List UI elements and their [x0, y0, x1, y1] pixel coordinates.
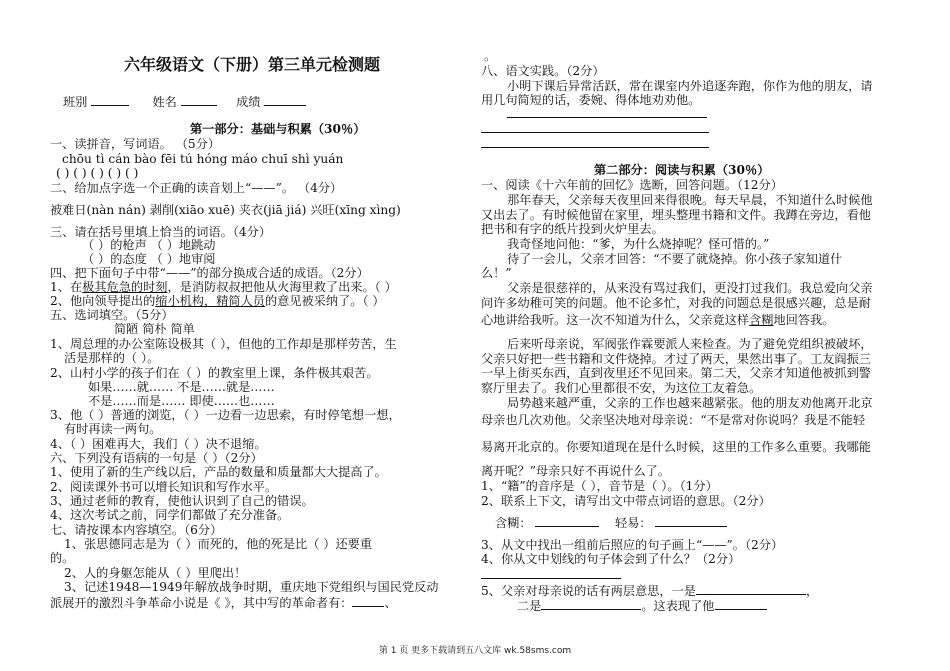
- part2-heading: 第二部分：阅读与积累（30％）: [594, 163, 770, 177]
- section2-title: 二、给加点字选一个正确的读音划上“——”。 （4分）: [50, 181, 343, 195]
- choice-q4[interactable]: 4、（ ）困难再大，我们（ ）决不退缩。: [50, 437, 267, 451]
- passage-p6-l2: 母亲也几次劝他。父亲坚决地对母亲说：“不是常对你说吗？我是不能轻: [481, 413, 866, 427]
- score-field[interactable]: [264, 93, 306, 106]
- hanhu-label: 含糊：: [495, 516, 532, 530]
- idiom-q1-suffix: ，是消防叔叔把他从火海里救了出来。（ ）: [167, 280, 397, 294]
- section3-title: 三、请在括号里填上恰当的词语。（4分）: [50, 225, 272, 239]
- passage-p5-l1: 后来听母亲说，军阀张作霖要派人来检查。为了避免党组织被破坏，: [507, 337, 873, 351]
- reading-q5-line2: [517, 597, 767, 614]
- passage-p3-l2: 么！”: [481, 266, 512, 280]
- answer-boxes[interactable]: ( ) ( ) ( ) ( ) ( ): [56, 166, 139, 180]
- stray-period: 。: [484, 49, 497, 63]
- section7-title: 七、请按课本内容填空。（6分）: [50, 523, 223, 537]
- section6-title: 六、下列没有语病的一句是（ ）（2分）: [50, 451, 263, 465]
- reading-q4: 4、你从文中划线的句子体会到了什么？（2分）: [481, 552, 741, 566]
- conjunction-pair-2: 不是……而是…… 即使……也……: [88, 394, 275, 408]
- section5-title: 五、选词填空。（5分）: [50, 308, 174, 322]
- q4-answer-line[interactable]: [481, 578, 621, 579]
- recall-q3-blank[interactable]: [352, 594, 384, 607]
- reading-q1[interactable]: 1、“籍”的音序是（ ），音节是（ ）。（1分）: [481, 479, 718, 493]
- reading-title: 一、阅读《十六年前的回忆》选断，回答问题。（12分）: [481, 178, 783, 192]
- passage-p4-text: 心地讲给我听。这一次不知道为什么，父亲竟这样: [481, 313, 750, 327]
- score-label: 成绩: [236, 95, 261, 109]
- name-field[interactable]: [181, 93, 217, 106]
- passage-p6-l3: 易离开北京的。你要知道现在是什么时候，这里的工作多么重要。我哪能: [481, 440, 871, 454]
- part1-heading: 第一部分：基础与积累（30％）: [190, 122, 366, 136]
- choice-q3-line1[interactable]: 3、他（ ）普通的浏览，（ ）一边看一边思索，有时停笔想一想，: [50, 408, 401, 422]
- name-label: 姓名: [152, 95, 177, 109]
- idiom-q1-underlined: 极其危急的时刻: [82, 280, 168, 294]
- idiom-question-1: [50, 280, 397, 295]
- passage-p6-l1: 局势越来越严重，父亲的工作也越来越紧张。他的朋友劝他离开北京: [507, 396, 873, 410]
- conjunction-pair-1: 如果……就…… 不是……就是……: [88, 380, 275, 394]
- reading-q3: 3、从文中找出一组前后照应的句子画上“——”。（2分）: [481, 538, 784, 552]
- passage-p1-l1: 那年春天，父亲每天夜里回来得很晚。每天早晨，不知道什么时候他: [507, 193, 873, 207]
- q5-second-label: 二是: [517, 599, 542, 613]
- recall-q1-line1[interactable]: 1、张思德同志是为（ ）而死的，他的死是比（ ）还要重: [64, 537, 373, 551]
- hanhu-blank[interactable]: [535, 514, 599, 527]
- choice-q3-line2: 有时再读一两句。: [64, 422, 162, 436]
- qingyi-blank[interactable]: [655, 514, 727, 527]
- fill-line-2[interactable]: （ ）的态度 （ ）地审阅: [82, 252, 216, 266]
- choice-q1-line2[interactable]: 活是那样的（ ）。: [64, 351, 160, 365]
- student-info: [63, 93, 306, 110]
- class-field[interactable]: [91, 93, 129, 106]
- recall-q3-text: 派展开的激烈斗争革命小说是《 》，其中写的革命者有：: [50, 596, 353, 610]
- passage-p4-l1: 父亲是很慈祥的，从来没有骂过我们，更没打过我们。我总爱向父亲: [507, 281, 873, 295]
- section4-title: 四、把下面句子中带“——”的部分换成合适的成语。（2分）: [50, 266, 369, 280]
- practice-prompt-line1: 小明下课后异常活跃，常在课室内外追逐奔跑，你作为他的朋友，请: [507, 79, 873, 93]
- idiom-question-2: [50, 294, 385, 309]
- passage-p4-l2: 问许多幼稚可笑的问题。他不论多忙，对我的问题总是很感兴趣，总是耐: [481, 296, 871, 310]
- passage-p1-l3: 把书和有字的纸片投到火炉里去。: [481, 222, 664, 236]
- q5-conclusion: 。这表现了他: [641, 599, 715, 613]
- passage-p5-l4: 察厅里去了。我们心里都很不安，为这位工友着急。: [481, 381, 762, 395]
- idiom-q2-suffix: 的意见被采纳了。（ ）: [264, 294, 385, 308]
- recall-q3-line1: 3、记述1948—1949年解放战争时期，重庆地下党组织与国民党反动: [64, 580, 439, 594]
- grammar-option-2: 2、阅读课外书可以增长知识和写作水平。: [50, 480, 278, 494]
- recall-q3-line2: 派展开的激烈斗争革命小说是《 》，其中写的革命者有： 、: [50, 596, 397, 610]
- passage-p1-l2: 又出去了。有时候他留在家里，埋头整理书籍和文件。我蹲在旁边，看他: [481, 208, 871, 222]
- grammar-option-3: 3、通过老师的教育，使他认识到了自己的错误。: [50, 494, 314, 508]
- reading-q5-line1: 5、父亲对母亲说的话有两层意思，一是 ，: [481, 584, 819, 598]
- fill-line-1[interactable]: （ ）的枪声 （ ）地跳动: [82, 238, 216, 252]
- grammar-option-4: 4、这次考试之前，同学们都做了充分准备。: [50, 508, 290, 522]
- answer-line-2[interactable]: [481, 132, 709, 133]
- section8-title: 八、语文实践。（2分）: [481, 64, 605, 78]
- passage-p2: 我奇怪地问他：“爹，为什么烧掉呢？怪可惜的。”: [507, 237, 770, 251]
- q5-blank-1[interactable]: [696, 582, 806, 595]
- answer-line-1[interactable]: [507, 117, 707, 118]
- passage-p6-l4: 离开呢？”母亲只好不再说什么了。: [481, 464, 671, 478]
- q5-blank-2[interactable]: [541, 597, 641, 610]
- reading-q2-answers: [495, 514, 727, 531]
- idiom-q1-prefix: 1、在: [50, 280, 83, 294]
- idiom-q2-prefix: 2、他向领导提出的: [50, 294, 156, 308]
- passage-p4-end: 地回答我。: [773, 313, 835, 327]
- pinyin-row: chōu tì cán bào fēi tú hóng máo chuī shì yuán: [62, 152, 344, 166]
- q5-blank-3[interactable]: [715, 597, 767, 610]
- grammar-option-1: 1、使用了新的生产线以后，产品的数量和质量都大大提高了。: [50, 465, 387, 479]
- q5-text: 5、父亲对母亲说的话有两层意思，一是: [481, 584, 696, 598]
- page-title: 六年级语文（下册）第三单元检测题: [124, 55, 381, 74]
- recall-q2[interactable]: 2、人的身躯怎能从（ ）里爬出！: [64, 566, 247, 580]
- qingyi-label: 轻易：: [614, 516, 652, 530]
- class-label: 班别: [63, 95, 88, 109]
- pronunciation-line: 被难日(nàn nán) 剥削(xiāo xuē) 夹衣(jiā jiá) 兴旺(xīng xìng): [50, 203, 401, 217]
- idiom-q2-underlined: 缩小机构，精简人员: [155, 294, 265, 308]
- answer-line-3[interactable]: [481, 147, 709, 148]
- reading-q2: 2、联系上下文，请写出文中带点词语的意思。（2分）: [481, 494, 771, 508]
- practice-prompt-line2: 用几句简短的话，委婉、得体地劝劝他。: [481, 93, 701, 107]
- dotted-word-hanhu: 含糊: [749, 313, 774, 327]
- passage-p3-l1: 待了一会儿，父亲才回答：“不要了就烧掉。你小孩子家知道什: [507, 252, 843, 266]
- page-footer: 第 1 页 更多下载请到五八文库 wk.58sms.com: [378, 646, 572, 656]
- choice-q1-line1[interactable]: 1、周总理的办公室陈设极其（ ），但他的工作却是那样劳苦，生: [50, 337, 397, 351]
- choice-q2[interactable]: 2、山村小学的孩子们在（ ）的教室里上课，条件极其艰苦。: [50, 366, 379, 380]
- section1-title: 一、读拼音，写词语。 （5分）: [50, 137, 221, 151]
- word-choices: 简陋 简朴 简单: [114, 322, 195, 336]
- passage-p5-l2: 父亲只好把一些书籍和文件烧掉。才过了两天，果然出事了。工友阎振三: [481, 352, 871, 366]
- recall-q1-line2: 的。: [50, 551, 75, 565]
- passage-p5-l3: 一早上街买东西，直到夜里还不见回来。第二天，父亲才知道他被抓到警: [481, 366, 871, 380]
- passage-p4-l3: [481, 313, 834, 328]
